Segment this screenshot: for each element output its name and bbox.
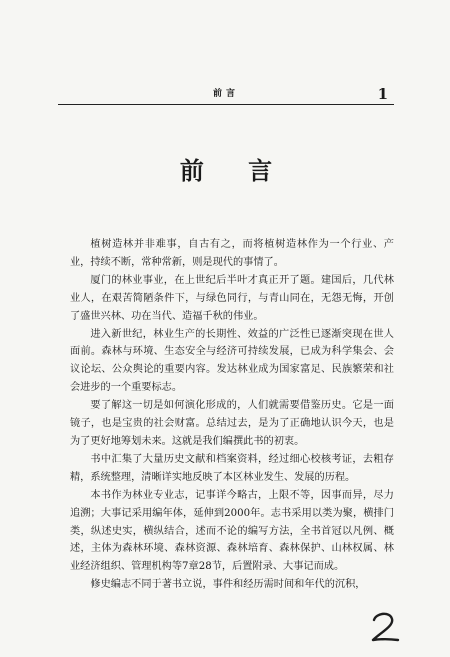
paragraph: 修史编志不同于著书立说，事件和经历需时间和年代的沉积，: [90, 579, 366, 591]
running-header: [58, 84, 394, 104]
chapter-title: 前 言: [179, 156, 291, 185]
paragraph: 要了解这一切是如何演化形成的，人们就需要借鉴历史。它是一面镜子，也是宝贵的社会财富。总结过去，是为了正确地认识今天，也是为了更好地筹划未来。这就是我们编撰此书的初衷。: [70, 400, 394, 447]
paragraph: 厦门的林业事业，在上世纪后半叶才真正开了题。建国后，几代林业人，在艰苦简陋条件下，与绿色同行，与青山同在，无怨无悔，开创了盛世兴林、功在当代、造福千秋的伟业。: [70, 274, 394, 322]
paragraph: 进入新世纪，林业生产的长期性、效益的广泛性已逐渐突现在世人面前。森林与环境、生态安全与经济可持续发展，已成为科学集会、会议论坛、公众舆论的重要内容。发达林业成为国家富足、民族繁荣和社会进步的一个重要标志。: [70, 328, 394, 394]
header-rule: [58, 104, 394, 105]
paragraph: 植树造林并非难事，自古有之，而将植树造林作为一个行业、产业，持续不断，常种常新，则是现代的事情了。: [70, 239, 394, 268]
running-title: 前言: [212, 89, 239, 99]
paragraph: 本书作为林业专业志，记事详今略古，上限不等，因事而异，尽力追溯；大事记采用编年体，延伸到2000年。志书采用以类为聚，横排门类，纵述史实，横纵结合，述而不论的编写方法，全书首冠以凡例、概述，主体为森林环境、森林资源、森林培育、森林保护、山林权属、林业经济组织、管理机构等7章28节，后置附录、大事记而成。: [70, 489, 394, 573]
handwritten-page-annotation: [368, 609, 402, 645]
paragraph: 书中汇集了大量历史文献和档案资料，经过细心校核考证，去粗存精，系统整理，清晰详实地反映了本区林业发生、发展的历程。: [70, 453, 394, 483]
handwritten-two-mark: [368, 609, 402, 645]
page-number: 1: [377, 85, 388, 103]
body-text: [70, 236, 394, 594]
